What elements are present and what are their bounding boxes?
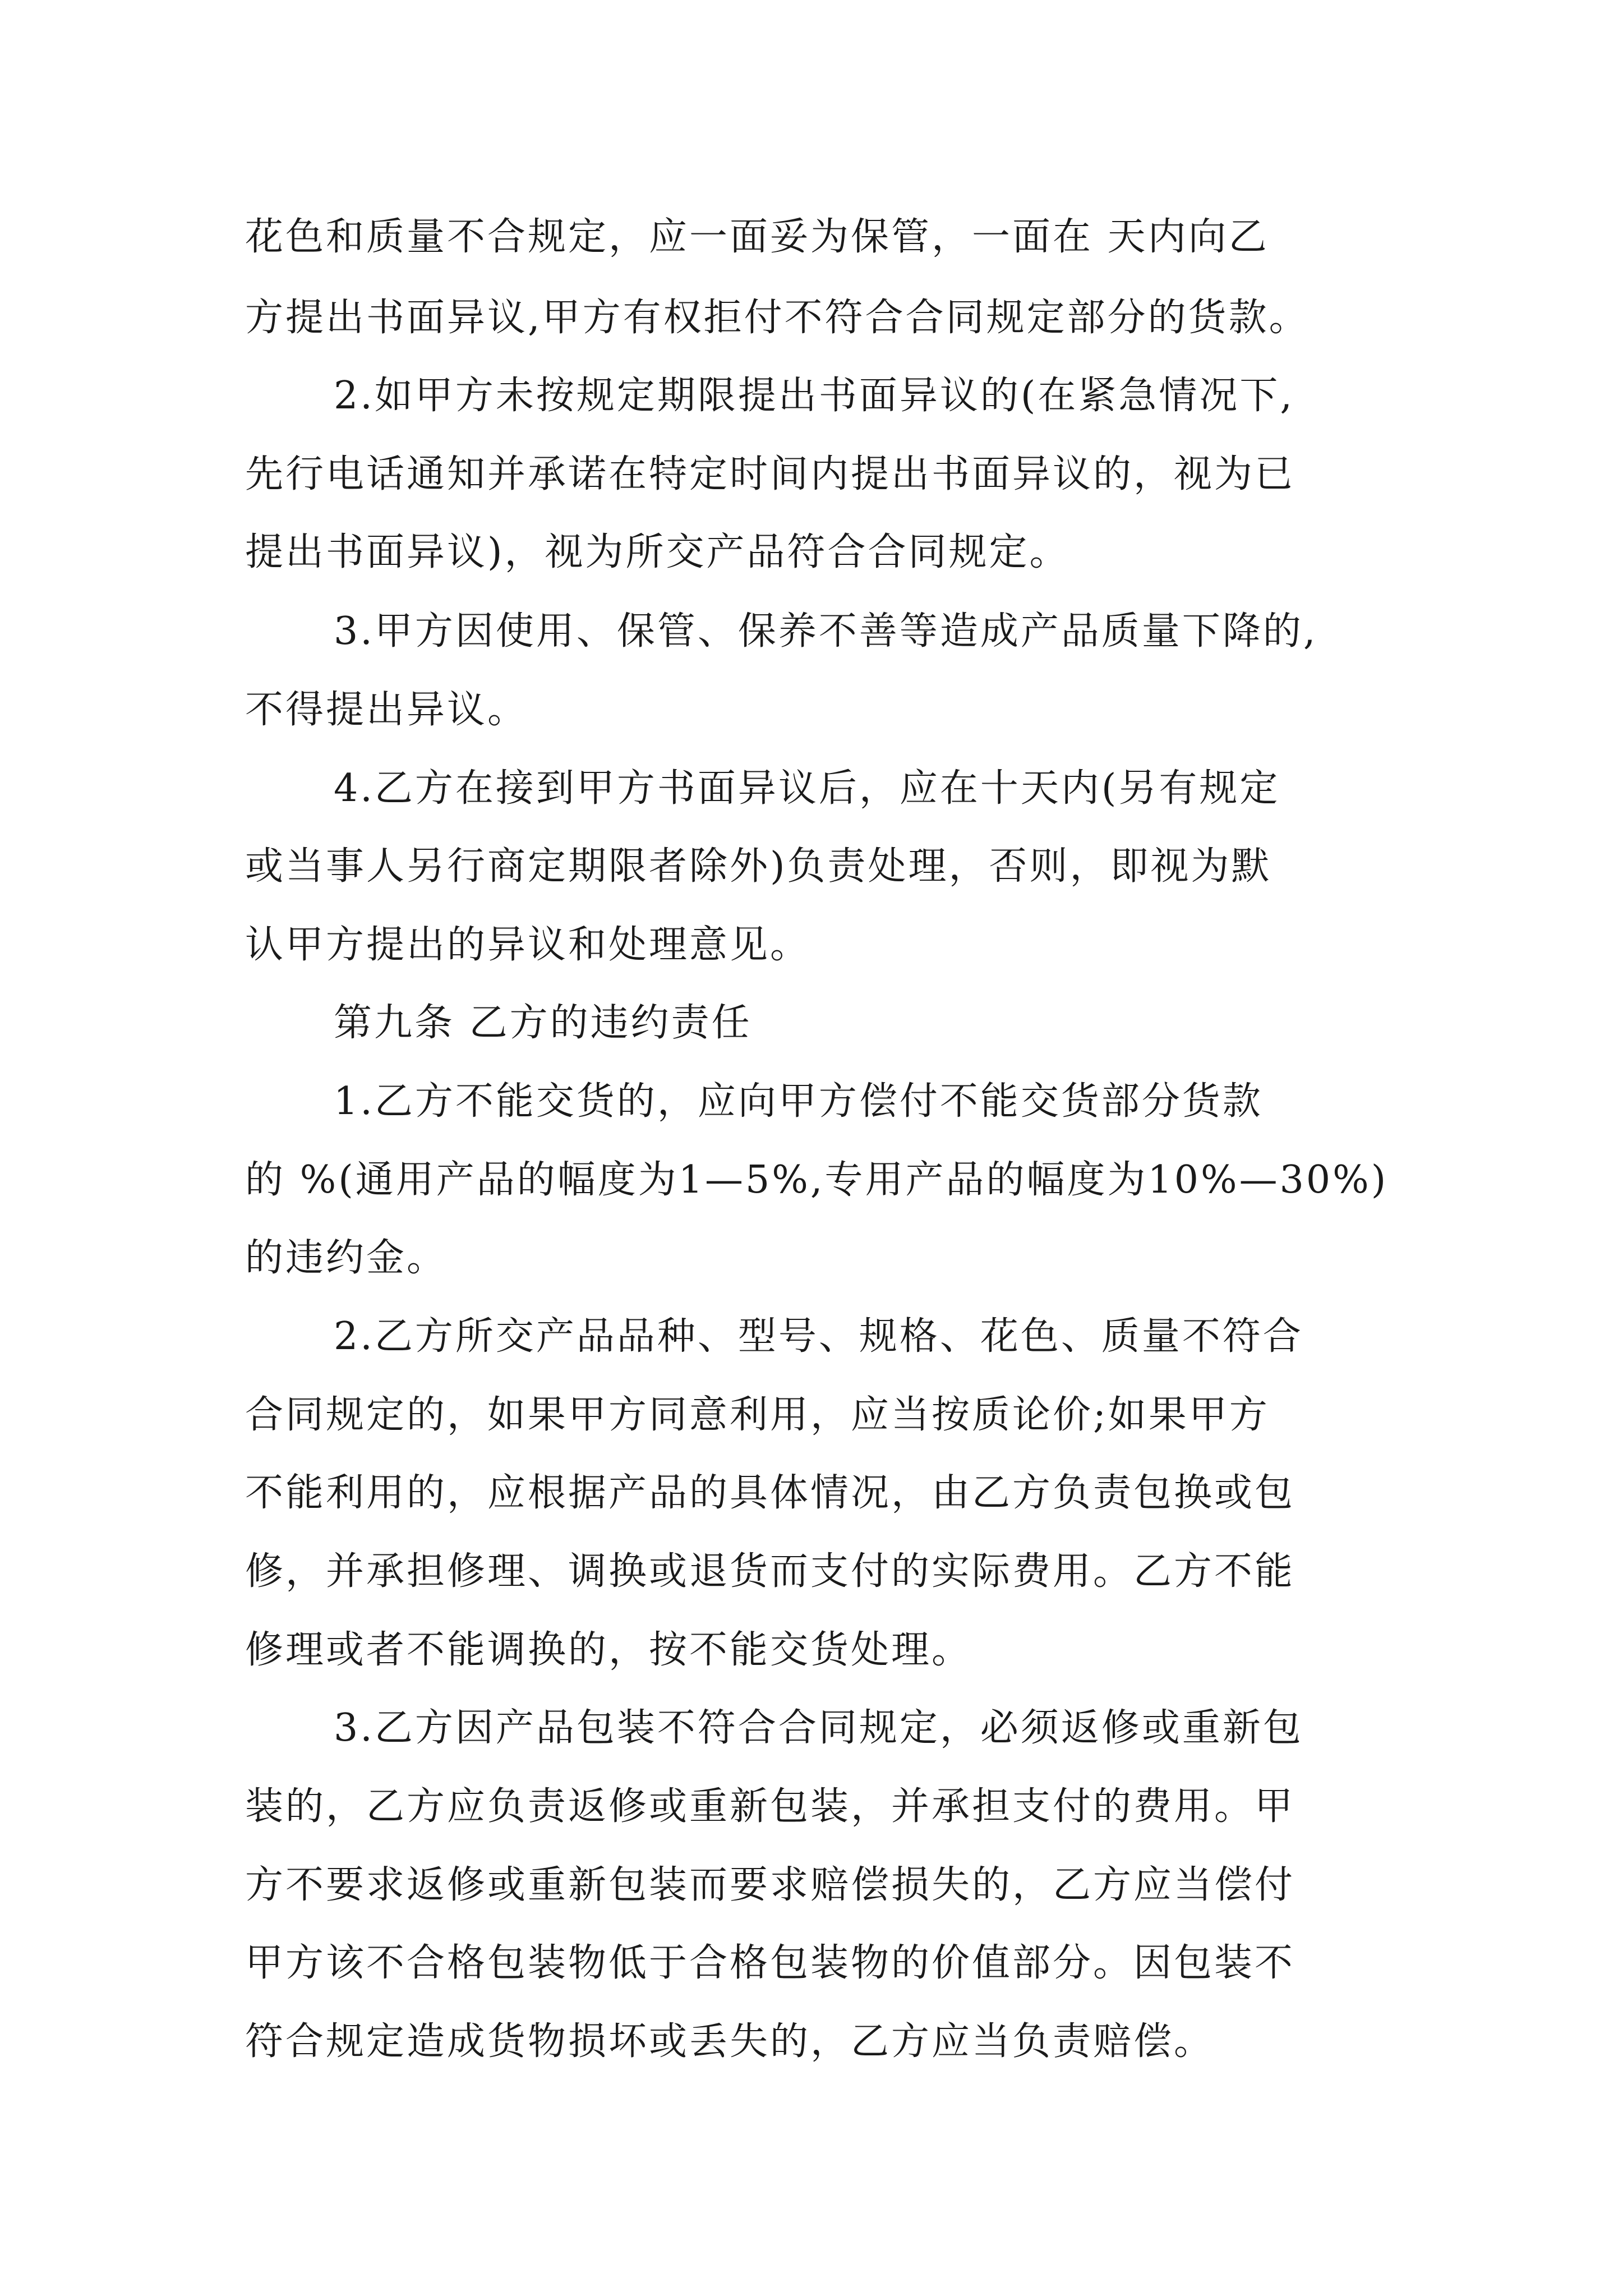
text-line-1: 花色和质量不合规定，应一面妥为保管，一面在 天内向乙 [245, 215, 1269, 259]
text-line-13: 的 %(通用产品的幅度为1—5%,专用产品的幅度为10%—30%) [245, 1158, 1389, 1202]
text-line-3: 2.如甲方未按规定期限提出书面异议的(在紧急情况下, [334, 374, 1295, 418]
text-line-4: 先行电话通知并承诺在特定时间内提出书面异议的，视为已 [245, 452, 1295, 496]
text-line-24: 符合规定造成货物损坏或丢失的，乙方应当负责赔偿。 [245, 2019, 1215, 2064]
text-line-22: 方不要求返修或重新包装而要求赔偿损失的，乙方应当偿付 [245, 1863, 1295, 1907]
text-line-23: 甲方该不合格包装物低于合格包装物的价值部分。因包装不 [245, 1941, 1295, 1985]
text-line-9: 或当事人另行商定期限者除外)负责处理，否则，即视为默 [245, 844, 1272, 889]
text-line-5: 提出书面异议)，视为所交产品符合合同规定。 [245, 530, 1070, 574]
text-line-2: 方提出书面异议,甲方有权拒付不符合合同规定部分的货款。 [245, 296, 1310, 340]
text-line-21: 装的，乙方应负责返修或重新包装，并承担支付的费用。甲 [245, 1784, 1295, 1829]
text-line-7: 不得提出异议。 [245, 688, 528, 732]
text-line-12: 1.乙方不能交货的，应向甲方偿付不能交货部分货款 [334, 1079, 1263, 1124]
text-line-15: 2.乙方所交产品品种、型号、规格、花色、质量不符合 [334, 1314, 1303, 1359]
text-line-6: 3.甲方因使用、保管、保养不善等造成产品质量下降的, [334, 609, 1318, 654]
text-line-16: 合同规定的，如果甲方同意利用，应当按质论价;如果甲方 [245, 1393, 1270, 1437]
text-line-19: 修理或者不能调换的，按不能交货处理。 [245, 1628, 972, 1672]
text-line-18: 修，并承担修理、调换或退货而支付的实际费用。乙方不能 [245, 1549, 1295, 1594]
section-heading: 第九条 乙方的违约责任 [334, 1001, 752, 1045]
text-line-17: 不能利用的，应根据产品的具体情况，由乙方负责包换或包 [245, 1471, 1295, 1515]
text-line-10: 认甲方提出的异议和处理意见。 [245, 923, 811, 967]
text-line-8: 4.乙方在接到甲方书面异议后，应在十天内(另有规定 [334, 766, 1280, 811]
text-line-14: 的违约金。 [245, 1236, 448, 1280]
text-line-20: 3.乙方因产品包装不符合合同规定，必须返修或重新包 [334, 1706, 1303, 1750]
